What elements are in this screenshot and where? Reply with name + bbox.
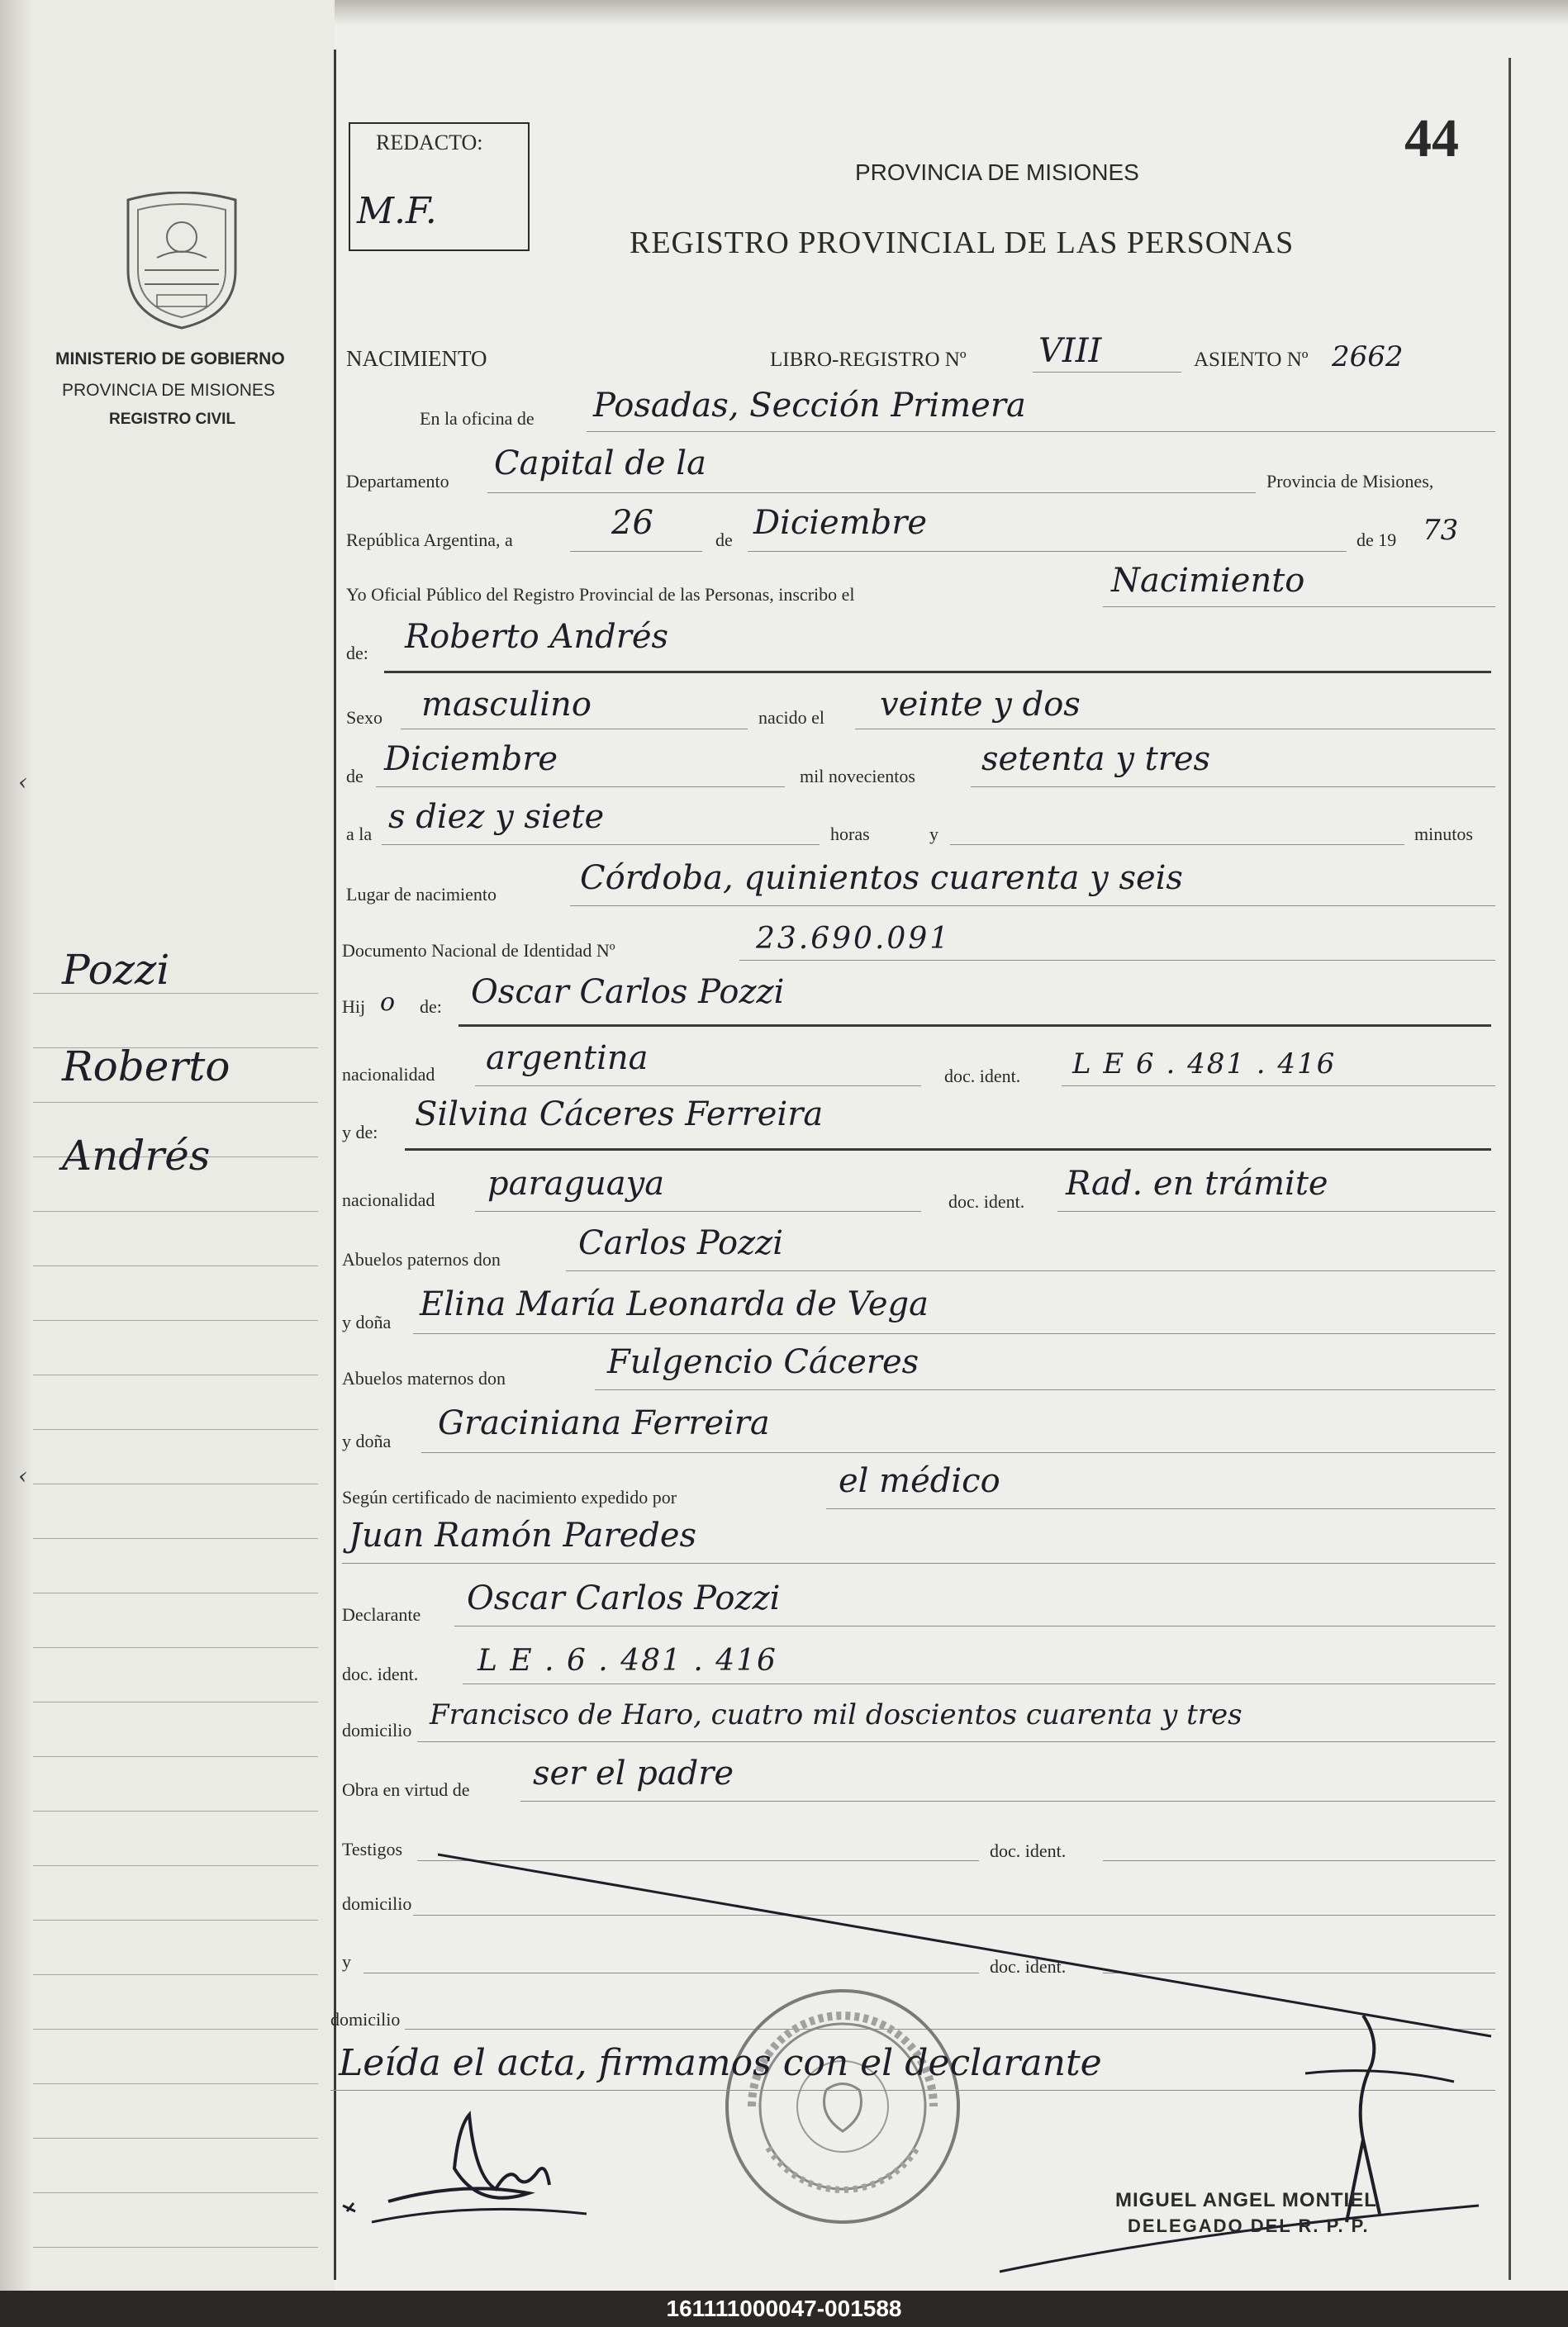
docident2-label: doc. ident. <box>948 1191 1025 1212</box>
segun-line <box>826 1508 1495 1509</box>
mil-line <box>971 786 1495 787</box>
nac2-label: nacionalidad <box>342 1190 435 1210</box>
docident1-value: L E 6 . 481 . 416 <box>1072 1047 1337 1080</box>
nac1-value: argentina <box>486 1039 649 1077</box>
image-id-text: 161111000047-001588 <box>666 2296 902 2321</box>
father-value: Oscar Carlos Pozzi <box>471 973 785 1011</box>
minutos-label: minutos <box>1414 824 1473 844</box>
abuelos-mat-line <box>595 1389 1495 1390</box>
form-right-border <box>1509 58 1511 2280</box>
mil-value: setenta y tres <box>981 740 1211 778</box>
registry-title: REGISTRO PROVINCIAL DE LAS PERSONAS <box>630 226 1295 260</box>
stub-line <box>33 1920 318 1921</box>
abuelos-mat-value: Fulgencio Cáceres <box>607 1343 919 1381</box>
day-line <box>570 551 702 552</box>
inscribo-line <box>1103 606 1495 607</box>
docident1-label: doc. ident. <box>944 1066 1021 1086</box>
domicilio3-label: domicilio <box>330 2009 401 2030</box>
abuelos-pat-line <box>566 1270 1495 1271</box>
oficina-label: En la oficina de <box>420 408 535 429</box>
stub-line <box>33 2029 318 2030</box>
de-label: de <box>715 530 733 550</box>
declarant-signature-icon <box>339 2111 611 2226</box>
image-id-footer <box>0 2291 1568 2327</box>
departamento-label: Departamento <box>346 471 449 492</box>
y-label: y <box>929 824 938 844</box>
sexo-value: masculino <box>421 686 592 724</box>
day-value: 26 <box>611 504 653 542</box>
year-label: de 19 <box>1357 530 1397 550</box>
hour-value: s diez y siete <box>388 798 605 836</box>
stub-line <box>33 2247 318 2248</box>
nac1-label: nacionalidad <box>342 1064 435 1085</box>
oficial-label: Yo Oficial Público del Registro Provincial de las Personas, inscribo el <box>346 584 855 605</box>
father-line <box>459 1024 1491 1027</box>
year-value: 73 <box>1423 514 1459 547</box>
province-title: PROVINCIA DE MISIONES <box>855 159 1139 185</box>
obra-label: Obra en virtud de <box>342 1779 470 1800</box>
stub-line <box>33 2083 318 2084</box>
stub-line <box>33 1647 318 1648</box>
libro-value: VIII <box>1038 332 1102 370</box>
docident3-value: L E . 6 . 481 . 416 <box>478 1644 777 1678</box>
lugar-value: Córdoba, quinientos cuarenta y seis <box>580 859 1183 897</box>
hijo-suffix: o <box>380 988 396 1017</box>
hijo-de-label: de: <box>420 996 442 1017</box>
stub-line <box>33 1974 318 1975</box>
stub-line <box>33 1702 318 1703</box>
birth-month-value: Diciembre <box>384 740 558 778</box>
stub-tick-mark: ‹ <box>18 1462 28 1489</box>
declarante-value: Oscar Carlos Pozzi <box>467 1579 781 1617</box>
nacido-label: nacido el <box>758 707 825 728</box>
docident2-line <box>1057 1211 1495 1212</box>
stub-surname: Pozzi <box>62 946 170 994</box>
stub-line <box>33 1756 318 1757</box>
stub-tick-mark: ‹ <box>18 768 28 795</box>
stub-line <box>33 2138 318 2139</box>
page-number: 44 <box>1404 108 1459 169</box>
docident4-label: doc. ident. <box>990 1840 1067 1861</box>
nac1-line <box>475 1085 921 1086</box>
hour-line <box>382 844 820 845</box>
stub-line <box>33 1429 318 1430</box>
docident2-value: Rad. en trámite <box>1066 1165 1328 1203</box>
segun-value: el médico <box>839 1462 1000 1500</box>
testigos-label: Testigos <box>342 1839 403 1859</box>
child-name-line <box>384 671 1491 673</box>
doctor-name-value: Juan Ramón Paredes <box>349 1517 697 1555</box>
perforation-line <box>334 50 336 2280</box>
leida-statement: Leída el acta, firmamos con el declarante <box>339 2042 1102 2084</box>
oficina-value: Posadas, Sección Primera <box>593 387 1026 425</box>
birth-month-line <box>376 786 785 787</box>
dni-label: Documento Nacional de Identidad Nº <box>342 940 615 961</box>
declarante-label: Declarante <box>342 1604 421 1625</box>
stub-registry: REGISTRO CIVIL <box>109 411 236 428</box>
dni-value: 23.690.091 <box>756 922 952 956</box>
mil-label: mil novecientos <box>800 766 915 786</box>
domicilio-line <box>417 1741 1495 1742</box>
official-signature-icon <box>991 2007 1487 2280</box>
stub-province: PROVINCIA DE MISIONES <box>62 381 275 400</box>
departamento-value: Capital de la <box>494 444 706 482</box>
republica-label: República Argentina, a <box>346 530 513 550</box>
ydona2-value: Graciniana Ferreira <box>438 1404 770 1442</box>
stub-line <box>33 1811 318 1812</box>
signer-name: MIGUEL ANGEL MONTIEL <box>1115 2189 1377 2211</box>
provincia-label: Provincia de Misiones, <box>1266 471 1434 492</box>
stub-line <box>33 2192 318 2193</box>
abuelos-pat-label: Abuelos paternos don <box>342 1249 501 1270</box>
ydona2-line <box>421 1452 1495 1453</box>
birth-month-label: de <box>346 766 363 786</box>
nac2-value: paraguaya <box>487 1165 665 1203</box>
docident1-line <box>1062 1085 1495 1086</box>
segun-label: Según certificado de nacimiento expedido por <box>342 1487 677 1508</box>
oficina-line <box>587 431 1495 432</box>
ydona2-label: y doña <box>342 1431 392 1451</box>
child-name-value: Roberto Andrés <box>405 618 669 656</box>
ydona1-label: y doña <box>342 1312 392 1332</box>
month-line <box>748 551 1347 552</box>
y2-label: y <box>342 1951 351 1972</box>
horas-label: horas <box>830 824 870 844</box>
nacido-value: veinte y dos <box>880 686 1081 724</box>
mother-value: Silvina Cáceres Ferreira <box>415 1095 824 1133</box>
doctor-name-line <box>342 1563 1495 1564</box>
abuelos-mat-label: Abuelos maternos don <box>342 1368 506 1389</box>
signer-title: DELEGADO DEL R. P. P. <box>1128 2215 1370 2236</box>
stub-line <box>33 1102 318 1103</box>
official-stamp-icon <box>719 1983 967 2230</box>
inscribo-value: Nacimiento <box>1111 562 1305 600</box>
obra-line <box>520 1801 1495 1802</box>
nac2-line <box>475 1211 921 1212</box>
lugar-line <box>570 905 1495 906</box>
ydona1-value: Elina María Leonarda de Vega <box>420 1285 929 1323</box>
stub-ministry: MINISTERIO DE GOBIERNO <box>55 349 285 368</box>
asiento-label: ASIENTO Nº <box>1194 349 1309 371</box>
mother-line <box>405 1148 1491 1151</box>
docident3-label: doc. ident. <box>342 1664 419 1684</box>
redacto-initials: M.F. <box>357 190 437 232</box>
libro-label: LIBRO-REGISTRO Nº <box>770 349 967 371</box>
stub-second-name: Andrés <box>62 1132 211 1180</box>
provincial-seal-icon <box>120 192 244 332</box>
domicilio2-label: domicilio <box>342 1893 412 1914</box>
yde-label: y de: <box>342 1122 378 1142</box>
alas-label: a la <box>346 824 373 844</box>
lugar-label: Lugar de nacimiento <box>346 884 497 905</box>
month-value: Diciembre <box>753 504 928 542</box>
stub-line <box>33 1865 318 1866</box>
stub-line <box>33 1320 318 1321</box>
dni-line <box>739 960 1495 961</box>
stub-first-name: Roberto <box>62 1042 230 1090</box>
minutes-line <box>950 844 1404 845</box>
hijo-label: Hij <box>342 996 366 1017</box>
libro-line <box>1033 372 1181 373</box>
obra-value: ser el padre <box>533 1755 734 1793</box>
declarante-line <box>454 1626 1495 1627</box>
sexo-label: Sexo <box>346 707 382 728</box>
asiento-value: 2662 <box>1332 340 1404 373</box>
name-label: de: <box>346 643 368 663</box>
act-type: NACIMIENTO <box>346 346 487 371</box>
stub-line <box>33 1538 318 1539</box>
redacto-label: REDACTO: <box>376 131 483 154</box>
ydona1-line <box>413 1333 1495 1334</box>
domicilio-label: domicilio <box>342 1720 412 1741</box>
departamento-line <box>487 492 1256 493</box>
docident5-label: doc. ident. <box>990 1956 1067 1977</box>
stub-line <box>33 1211 318 1212</box>
abuelos-pat-value: Carlos Pozzi <box>578 1224 784 1262</box>
binding-shadow <box>0 0 33 2291</box>
domicilio-value: Francisco de Haro, cuatro mil doscientos cuarenta y tres <box>430 1698 1243 1731</box>
